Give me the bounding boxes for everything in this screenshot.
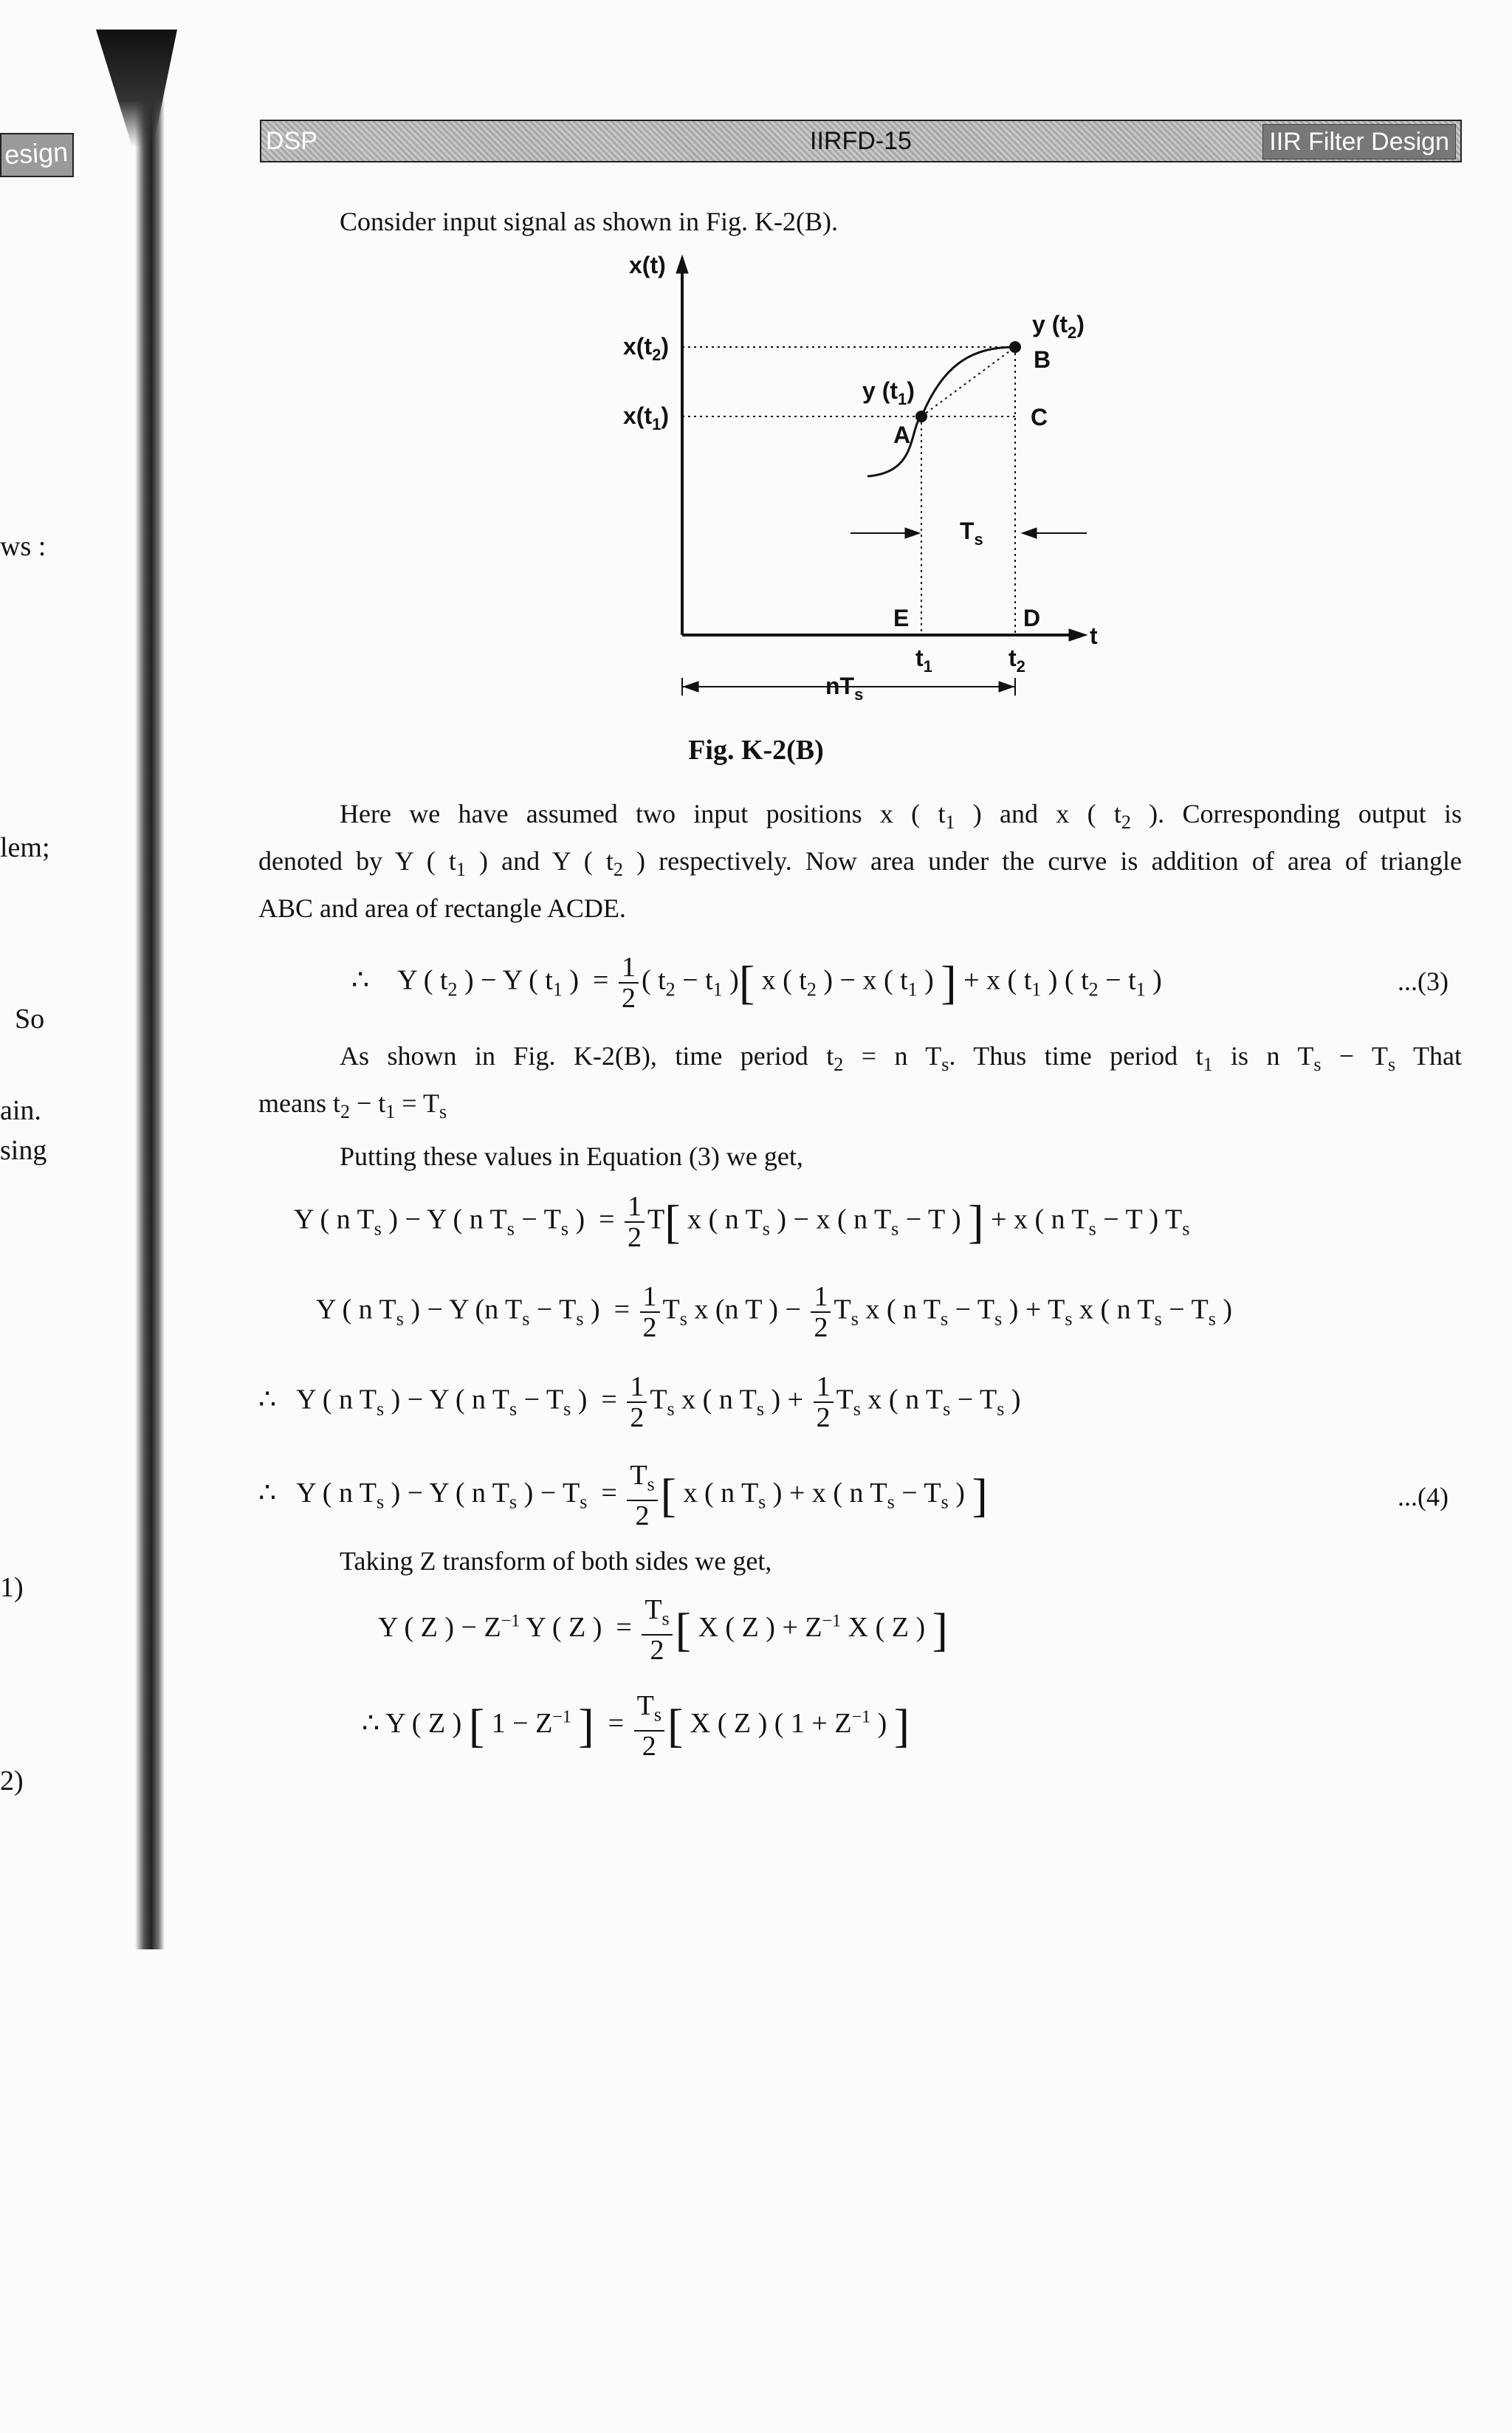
- figure-k2b: [591, 251, 1122, 709]
- label-t2: $t_2$: [1008, 645, 1025, 676]
- bleed-text: ws :: [0, 531, 47, 562]
- label-xt1: $x(t_1)$: [623, 402, 670, 433]
- header-right: IIR Filter Design: [1262, 124, 1456, 159]
- header-left: DSP: [266, 127, 317, 155]
- equation-z-2: ∴ Y ( Z ) [ $1 - Z^{-1}$ ] = $\frac{T_s}{2}$ [ X ( Z ) ( $1 + Z^{-1}$ ) ]: [362, 1690, 910, 1762]
- equation-derivation-2: Y ( n $T_s$ ) − Y (n $T_s - T_s$ ) = $\frac{1}{2}$ $T_s$ x (n T ) − $\frac{1}{2}$ $T_s$ x ( n $T_s - T_s$ ) + $T_s$ x ( n $T_s - T_s$ ): [316, 1281, 1233, 1343]
- label-yt2: y $(t_2)$: [1032, 311, 1085, 342]
- equation-3: ∴ Y ( $t_2$ ) − Y ( $t_1$ ) = $\frac{1}{2}$ ( $t_2 - t_1$ )[ x ( $t_2$ ) − x ( $t_1$ ) ] + x ( $t_1$ ) ( $t_2 - t_1$ ): [351, 952, 1162, 1014]
- page-header: [260, 120, 1462, 162]
- label-Ts: $T_s$: [960, 518, 983, 549]
- bleed-text: 2): [0, 1765, 24, 1797]
- signal-curve: [867, 347, 1015, 476]
- para2-line1: As shown in Fig. K-2(B), time period $t_2 = n$ $T_s$. Thus time period $t_1$ is n $T_s - T_s$ That: [340, 1041, 1462, 1076]
- point-B: [1009, 341, 1021, 353]
- equation-derivation-1: Y ( n $T_s$ ) − Y ( n $T_s - T_s$ ) = $\frac{1}{2}$ T[ x ( n $T_s$ ) − x ( n $T_s - T$ ) ] + x ( n $T_s - T$ ) $T_s$: [294, 1191, 1190, 1253]
- page-spine-top: [96, 30, 177, 148]
- label-xt: x(t): [629, 252, 666, 278]
- bleed-text: So: [15, 1003, 45, 1034]
- label-D: D: [1023, 605, 1041, 631]
- label-yt1: y $(t_1)$: [862, 377, 915, 408]
- para1-line3: ABC and area of rectangle ACDE.: [258, 893, 626, 923]
- label-C: C: [1031, 404, 1048, 430]
- header-center: IIRFD-15: [810, 127, 912, 155]
- para3: Putting these values in Equation (3) we get,: [340, 1142, 803, 1171]
- label-A: A: [893, 422, 911, 448]
- bleed-text: lem;: [0, 832, 50, 863]
- intro-text: Consider input signal as shown in Fig. K-2(B).: [340, 207, 838, 236]
- para2-line2: means $t_2 - t_1 = T_s$: [258, 1088, 447, 1123]
- bleed-text: ain.: [0, 1095, 41, 1126]
- equation-z-1: Y ( Z ) − $Z^{-1}$ Y ( Z ) = $\frac{T_s}{2}$ [ X ( Z ) + $Z^{-1}$ X ( Z ) ]: [378, 1594, 948, 1666]
- eq4-number: ...(4): [1398, 1482, 1449, 1511]
- label-xt2: $x(t_2)$: [623, 333, 670, 364]
- point-A: [915, 411, 927, 422]
- equation-derivation-3: ∴ Y ( n $T_s$ ) − Y ( n $T_s - T_s$ ) = $\frac{1}{2}$ $T_s$ x ( n $T_s$ ) + $\frac{1}{2}$ $T_s$ x ( n $T_s - T_s$ ): [258, 1371, 1021, 1433]
- y-axis-arrow: [676, 255, 688, 273]
- figure-caption: Fig. K-2(B): [688, 735, 824, 766]
- label-nTs: $nT_s$: [825, 673, 864, 704]
- bleed-text: 1): [0, 1572, 24, 1603]
- bleed-tab: esign: [0, 133, 74, 177]
- label-t: t: [1090, 622, 1098, 649]
- eq3-number: ...(3): [1398, 967, 1449, 996]
- equation-4: ∴ Y ( n $T_s$ ) − Y ( n $T_s$ ) − $T_s$ = $\frac{T_s}{2}$ [ x ( n $T_s$ ) + x ( n $T_s - T_s$ ) ]: [258, 1460, 988, 1531]
- para1-line1: Here we have assumed two input positions x ( $t_1$ ) and x ( $t_2$ ). Corresponding output is: [340, 799, 1463, 834]
- page-spine-shadow: [135, 30, 165, 1949]
- x-axis-arrow: [1069, 629, 1087, 641]
- para1-line2: denoted by Y ( $t_1$ ) and Y ( $t_2$ ) respectively. Now area under the curve is addition of area of triangle: [258, 846, 1462, 881]
- label-E: E: [893, 605, 910, 631]
- label-B: B: [1034, 346, 1051, 373]
- bleed-text: sing: [0, 1135, 47, 1166]
- label-t1: $t_1$: [915, 645, 932, 676]
- para4: Taking Z transform of both sides we get,: [340, 1546, 772, 1576]
